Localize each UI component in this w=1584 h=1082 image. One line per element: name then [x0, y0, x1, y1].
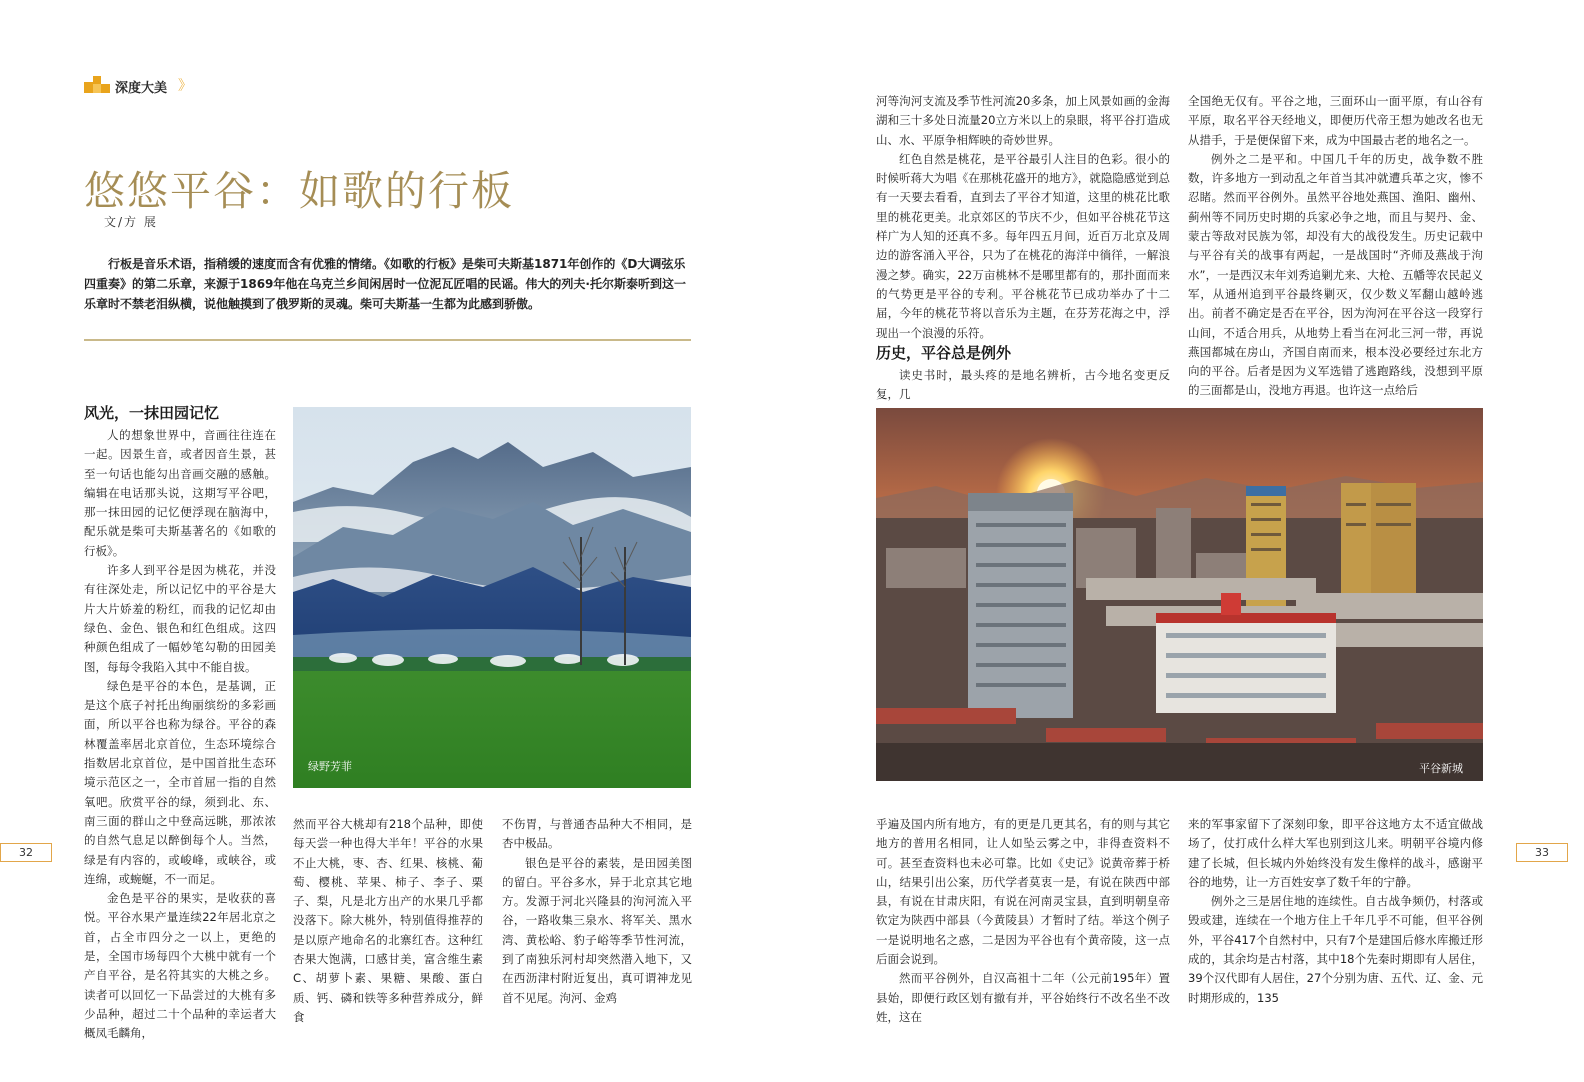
- paragraph: 然而平谷例外，自汉高祖十二年（公元前195年）置县始，即便行政区划有撤有并，平谷始终行不改名坐不改姓，这在: [876, 971, 1170, 1024]
- section-logo-icon: [84, 76, 110, 93]
- left-column-2: [293, 815, 483, 1024]
- paragraph: 读史书时，最头疼的是地名辨析，古今地名变更反复，几: [876, 368, 1170, 402]
- paragraph: 全国绝无仅有。平谷之地，三面环山一面平原，有山谷有平原，取名平谷天经地义，即便历代帝王想为她改名也无从措手，于是便保留下来，成为中国最古老的地名之一。: [1188, 94, 1483, 147]
- photo-caption: 绿野芳菲: [308, 760, 352, 773]
- paragraph: 不伤胃，与普通杏品种大不相同，是杏中极品。: [502, 817, 692, 851]
- paragraph: 银色是平谷的素装，是田园美图的留白。平谷多水，异于北京其它地方。发源于河北兴隆县的泃河流入平谷，一路收集三泉水、将军关、黑水湾、黄松峪、豹子峪等季节性河流，到了南独乐河村却突然潜入地下，又在西沥津村附近复出，真可谓神龙见首不见尾。泃河、金鸡: [502, 855, 692, 1005]
- paragraph: 绿色是平谷的本色，是基调，正是这个底子衬托出绚丽缤纷的多彩画面，所以平谷也称为绿谷。平谷的森林覆盖率居北京首位，生态环境综合指数居北京首位，是中国首批生态环境示范区之一，全市首屈一指的自然氧吧。欣赏平谷的绿，须到北、东、南三面的群山之中登高远眺，那浓浓的自然气息足以醉倒每个人。当然，绿是有内容的，或峻峰，或峡谷，或连绵，或蜿蜒，不一而足。: [84, 678, 276, 886]
- right-bottom-column-1: [876, 815, 1170, 1024]
- paragraph: 红色自然是桃花，是平谷最引人注目的色彩。很小的时候听蒋大为唱《在那桃花盛开的地方》，就隐隐感觉到总有一天要去看看，直到去了平谷才知道，这里的桃花比歌里的桃花更美。北京郊区的节庆不少，但如平谷桃花节这样广为人知的还真不多。每年四五月间，近百万北京及周边的游客涌入平谷，只为了在桃花的海洋中徜徉，一解浪漫之梦。确实，22万亩桃林不是哪里都有的，那扑面而来的气势更是平谷的专利。平谷桃花节已成功举办了十二届，今年的桃花节将以音乐为主题，在芬芳花海之中，浮现出一个浪漫的乐符。: [876, 151, 1170, 340]
- right-top-column-2: [1188, 92, 1483, 398]
- paragraph: 然而平谷大桃却有218个品种，即使每天尝一种也得大半年！平谷的水果不止大桃，枣、杏、红果、核桃、葡萄、樱桃、苹果、柿子、李子、栗子、梨，凡是北方出产的水果几乎都没落下。除大桃外，特别值得推荐的是以原产地命名的北寨红杏。这种红杏果大饱满，口感甘美，富含维生素C、胡萝卜素、果糖、果酸、蛋白质、钙、磷和铁等多种营养成分，鲜食: [293, 817, 483, 1024]
- section-label: 深度大美: [115, 81, 168, 96]
- divider-rule: [84, 339, 691, 341]
- left-column-3: [502, 815, 692, 1005]
- section-heading-history: 历史，平谷总是例外: [876, 344, 1012, 362]
- byline: 文/方 展: [104, 215, 158, 229]
- paragraph: 金色是平谷的果实，是收获的喜悦。平谷水果产量连续22年居北京之首，占全市四分之一以上，更绝的是，全国市场每四个大桃中就有一个产自平谷，是名符其实的大桃之乡。读者可以回忆一下品尝过的大桃有多少品种，超过二十个品种的幸运者大概凤毛麟角，: [84, 891, 276, 1041]
- history-lead: [876, 366, 1170, 402]
- paragraph: 河等泃河支流及季节性河流20多条，加上风景如画的金海湖和三十多处日流量20立方米以上的泉眼，将平谷打造成山、水、平原争相辉映的奇妙世界。: [876, 94, 1170, 147]
- double-chevron-icon: 》: [178, 78, 189, 94]
- page-number: 33: [1516, 843, 1568, 862]
- photo-green-fields: [293, 407, 691, 788]
- paragraph: 人的想象世界中，音画往往连在一起。因景生音，或者因音生景，甚至一句话也能勾出音画交融的感触。编辑在电话那头说，这期写平谷吧，那一抹田园的记忆便浮现在脑海中，配乐就是柴可夫斯基著名的《如歌的行板》。: [84, 428, 276, 558]
- paragraph: 来的军事家留下了深刻印象，即平谷这地方太不适宜做战场了，仗打成什么样大军也别到这儿来。明朝平谷境内修建了长城，但长城内外始终没有发生像样的战斗，感谢平谷的地势，让一方百姓安享了数千年的宁静。: [1188, 817, 1483, 889]
- photo-caption: 平谷新城: [1419, 762, 1463, 775]
- paragraph: 乎遍及国内所有地方，有的更是几更其名，有的则与其它地方的普用名相同，让人如坠云雾之中，非得查资料不可。甚至查资料也未必可靠。比如《史记》说黄帝葬于桥山，结果引出公案，历代学者莫衷一是，有说在陕西中部县，有说在甘肃庆阳，有说在河南灵宝县，直到明朝皇帝钦定为陕西中部县（今黄陵县）才暂时了结。举这个例子一是说明地名之惑，二是因为平谷也有个黄帝陵，这一点后面会说到。: [876, 817, 1170, 967]
- article-intro: 行板是音乐术语，指稍缓的速度而含有优雅的情绪。《如歌的行板》是柴可夫斯基1871年创作的《D大调弦乐四重奏》的第二乐章，来源于1869年他在乌克兰乡间闲居时一位泥瓦匠唱的民谣。伟大的列夫·托尔斯泰听到这一乐章时不禁老泪纵横，说他触摸到了俄罗斯的灵魂。柴可夫斯基一生都为此感到骄傲。: [84, 257, 686, 311]
- right-bottom-column-2: [1188, 815, 1483, 1005]
- photo-new-city: [876, 408, 1483, 781]
- left-column-1: [84, 426, 276, 1041]
- article-title: 悠悠平谷：如歌的行板: [84, 167, 514, 215]
- section-heading-scenery: 风光，一抹田园记忆: [84, 404, 220, 422]
- page-number: 32: [0, 843, 52, 862]
- paragraph: 许多人到平谷是因为桃花，并没有往深处走，所以记忆中的平谷是大片大片娇羞的粉红，而我的记忆却由绿色、金色、银色和红色组成。这四种颜色组成了一幅妙笔勾勒的田园美图，每每令我陷入其中不能自拔。: [84, 563, 276, 674]
- paragraph: 例外之二是平和。中国几千年的历史，战争数不胜数，许多地方一到动乱之年首当其冲就遭兵革之灾，惨不忍睹。然而平谷例外。虽然平谷地处燕国、渔阳、幽州、蓟州等不同历史时期的兵家必争之地，而且与契丹、金、蒙古等敌对民族为邻，却没有大的战役发生。历史记载中与平谷有关的战事有两起，一是战国时“齐师及燕战于泃水”，一是西汉末年刘秀追剿尤来、大枪、五幡等农民起义军，从通州追到平谷最终剿灭，仅少数义军翻山越岭逃出。前者不确定是否在平谷，因为泃河在平谷这一段穿行山间，不适合用兵，从地势上看当在河北三河一带，再说燕国都城在房山，齐国自南而来，根本没必要经过东北方向的平谷。后者是因为义军选错了逃跑路线，没想到平原的三面都是山，没地方再退。也许这一点给后: [1188, 151, 1483, 398]
- right-top-column-1: [876, 92, 1170, 340]
- paragraph: 例外之三是居住地的连续性。自古战争频仍，村落或毁或建，连续在一个地方住上千年几乎不可能，但平谷例外，平谷417个自然村中，只有7个是建国后修水库搬迁形成的，其余均是古村落，其中18个先秦时期即有人居住，39个汉代即有人居住，27个分别为唐、五代、辽、金、元时期形成的，135: [1188, 894, 1483, 1005]
